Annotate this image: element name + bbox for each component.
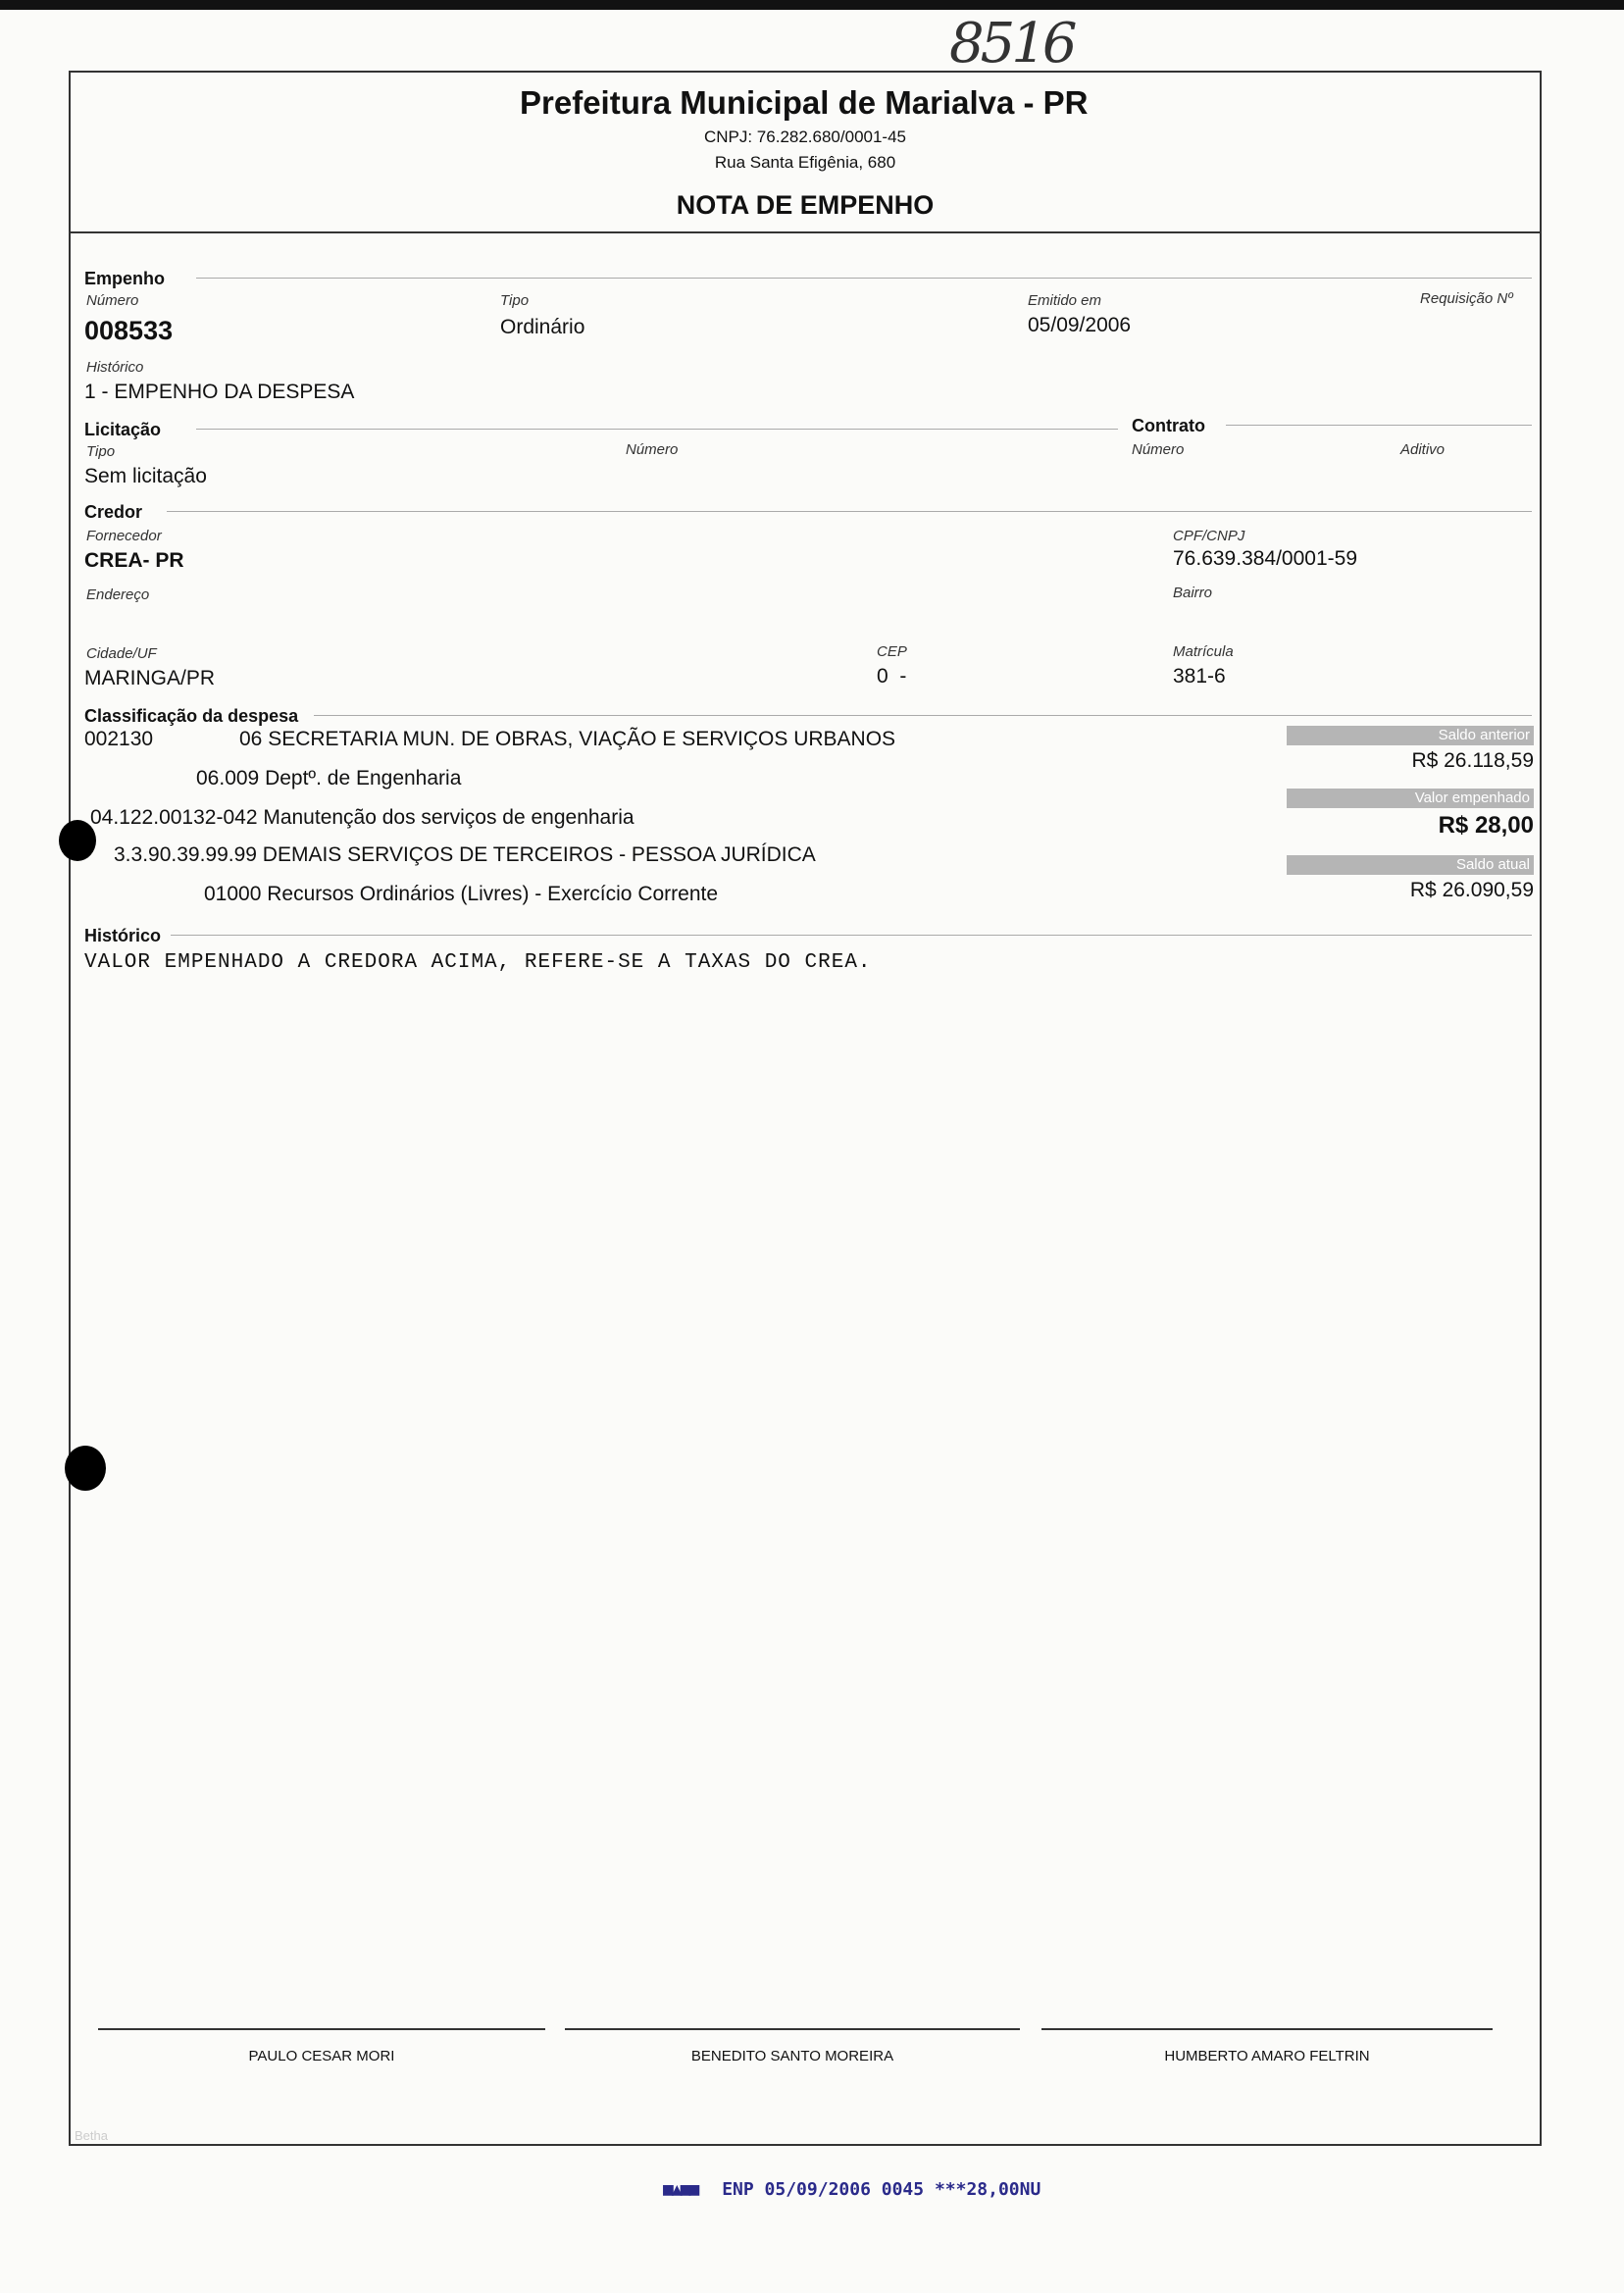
page-title: Prefeitura Municipal de Marialva - PR (520, 84, 1089, 121)
signature-name: PAULO CESAR MORI (248, 2048, 395, 2064)
licitacao-numero-label: Número (626, 441, 679, 458)
historico-text: VALOR EMPENHADO A CREDORA ACIMA, REFERE-SE A TAXAS DO CREA. (84, 951, 872, 974)
section-contrato: Contrato (1132, 416, 1205, 435)
tipo-label: Tipo (500, 292, 530, 309)
numero-label: Número (86, 292, 139, 309)
section-licitacao: Licitação (84, 420, 162, 439)
saldo-atual-bar (1287, 855, 1534, 875)
signature-line (98, 2028, 545, 2030)
header-cnpj: CNPJ: 76.282.680/0001-45 (703, 127, 907, 146)
empenho-numero: 008533 (84, 316, 174, 345)
document-title: NOTA DE EMPENHO (676, 190, 935, 220)
saldo-anterior-bar (1287, 726, 1534, 745)
divider (196, 278, 1532, 279)
empenho-tipo: Ordinário (500, 316, 585, 338)
valor-empenhado-bar (1287, 789, 1534, 808)
historico-label: Histórico (86, 359, 144, 376)
classificacao-elemento: 3.3.90.39.99.99 DEMAIS SERVIÇOS DE TERCEIROS - PESSOA JURÍDICA (114, 843, 816, 866)
cep-label: CEP (877, 643, 907, 660)
section-classificacao: Classificação da despesa (84, 706, 299, 726)
divider (1226, 425, 1532, 426)
requisicao-label: Requisição Nº (1420, 290, 1513, 307)
divider (167, 511, 1532, 512)
signature-line (565, 2028, 1020, 2030)
cidade-label: Cidade/UF (86, 645, 157, 662)
credor-matricula: 381-6 (1173, 665, 1226, 688)
endereco-label: Endereço (86, 586, 150, 603)
handwritten-page-number: 8516 (949, 12, 1074, 76)
matricula-label: Matrícula (1173, 643, 1234, 660)
licitacao-tipo: Sem licitação (84, 465, 207, 487)
contrato-aditivo-label: Aditivo (1400, 441, 1446, 458)
section-historico: Histórico (84, 926, 162, 945)
empenho-historico: 1 - EMPENHO DA DESPESA (84, 381, 355, 403)
classificacao-code: 002130 (84, 728, 154, 750)
punch-hole (65, 1446, 106, 1491)
valor-empenhado-label: Valor empenhado (1414, 790, 1530, 806)
divider (314, 715, 1532, 716)
emitido-label: Emitido em (1028, 292, 1102, 309)
section-credor: Credor (84, 502, 143, 522)
saldo-atual-label: Saldo atual (1455, 856, 1530, 873)
divider (171, 935, 1532, 936)
empenho-emitido: 05/09/2006 (1028, 314, 1132, 336)
credor-cep: 0 - (877, 665, 907, 688)
software-watermark: Betha (75, 2128, 108, 2143)
bairro-label: Bairro (1173, 585, 1213, 601)
scan-edge (0, 0, 1624, 10)
saldo-anterior-value: R$ 26.118,59 (1411, 749, 1534, 772)
stamp-text: ENP 05/09/2006 0045 ***28,00NU (722, 2179, 1041, 2200)
stamp-logo-icon: ■▲■■ (663, 2179, 698, 2200)
contrato-numero-label: Número (1132, 441, 1185, 458)
divider (196, 429, 1118, 430)
cpf-label: CPF/CNPJ (1173, 528, 1245, 544)
header-divider (71, 231, 1540, 233)
signature-name: HUMBERTO AMARO FELTRIN (1164, 2048, 1370, 2064)
credor-fornecedor: CREA- PR (84, 549, 184, 572)
valor-empenhado-value: R$ 28,00 (1438, 812, 1534, 839)
saldo-atual-value: R$ 26.090,59 (1409, 879, 1534, 901)
classificacao-recurso: 01000 Recursos Ordinários (Livres) - Exercício Corrente (204, 883, 719, 905)
machine-stamp (663, 2179, 1040, 2200)
header-address: Rua Santa Efigênia, 680 (714, 153, 896, 172)
credor-cpf: 76.639.384/0001-59 (1173, 547, 1358, 570)
classificacao-secretaria: 06 SECRETARIA MUN. DE OBRAS, VIAÇÃO E SERVIÇOS URBANOS (239, 728, 896, 750)
credor-cidade: MARINGA/PR (84, 667, 216, 689)
licitacao-tipo-label: Tipo (86, 443, 116, 460)
saldo-anterior-label: Saldo anterior (1438, 727, 1530, 743)
classificacao-departamento: 06.009 Deptº. de Engenharia (196, 767, 462, 790)
punch-hole (59, 820, 96, 861)
signature-line (1041, 2028, 1493, 2030)
classificacao-programa: 04.122.00132-042 Manutenção dos serviços de engenharia (90, 806, 634, 829)
fornecedor-label: Fornecedor (86, 528, 162, 544)
signature-name: BENEDITO SANTO MOREIRA (690, 2048, 894, 2064)
section-empenho: Empenho (84, 269, 166, 288)
